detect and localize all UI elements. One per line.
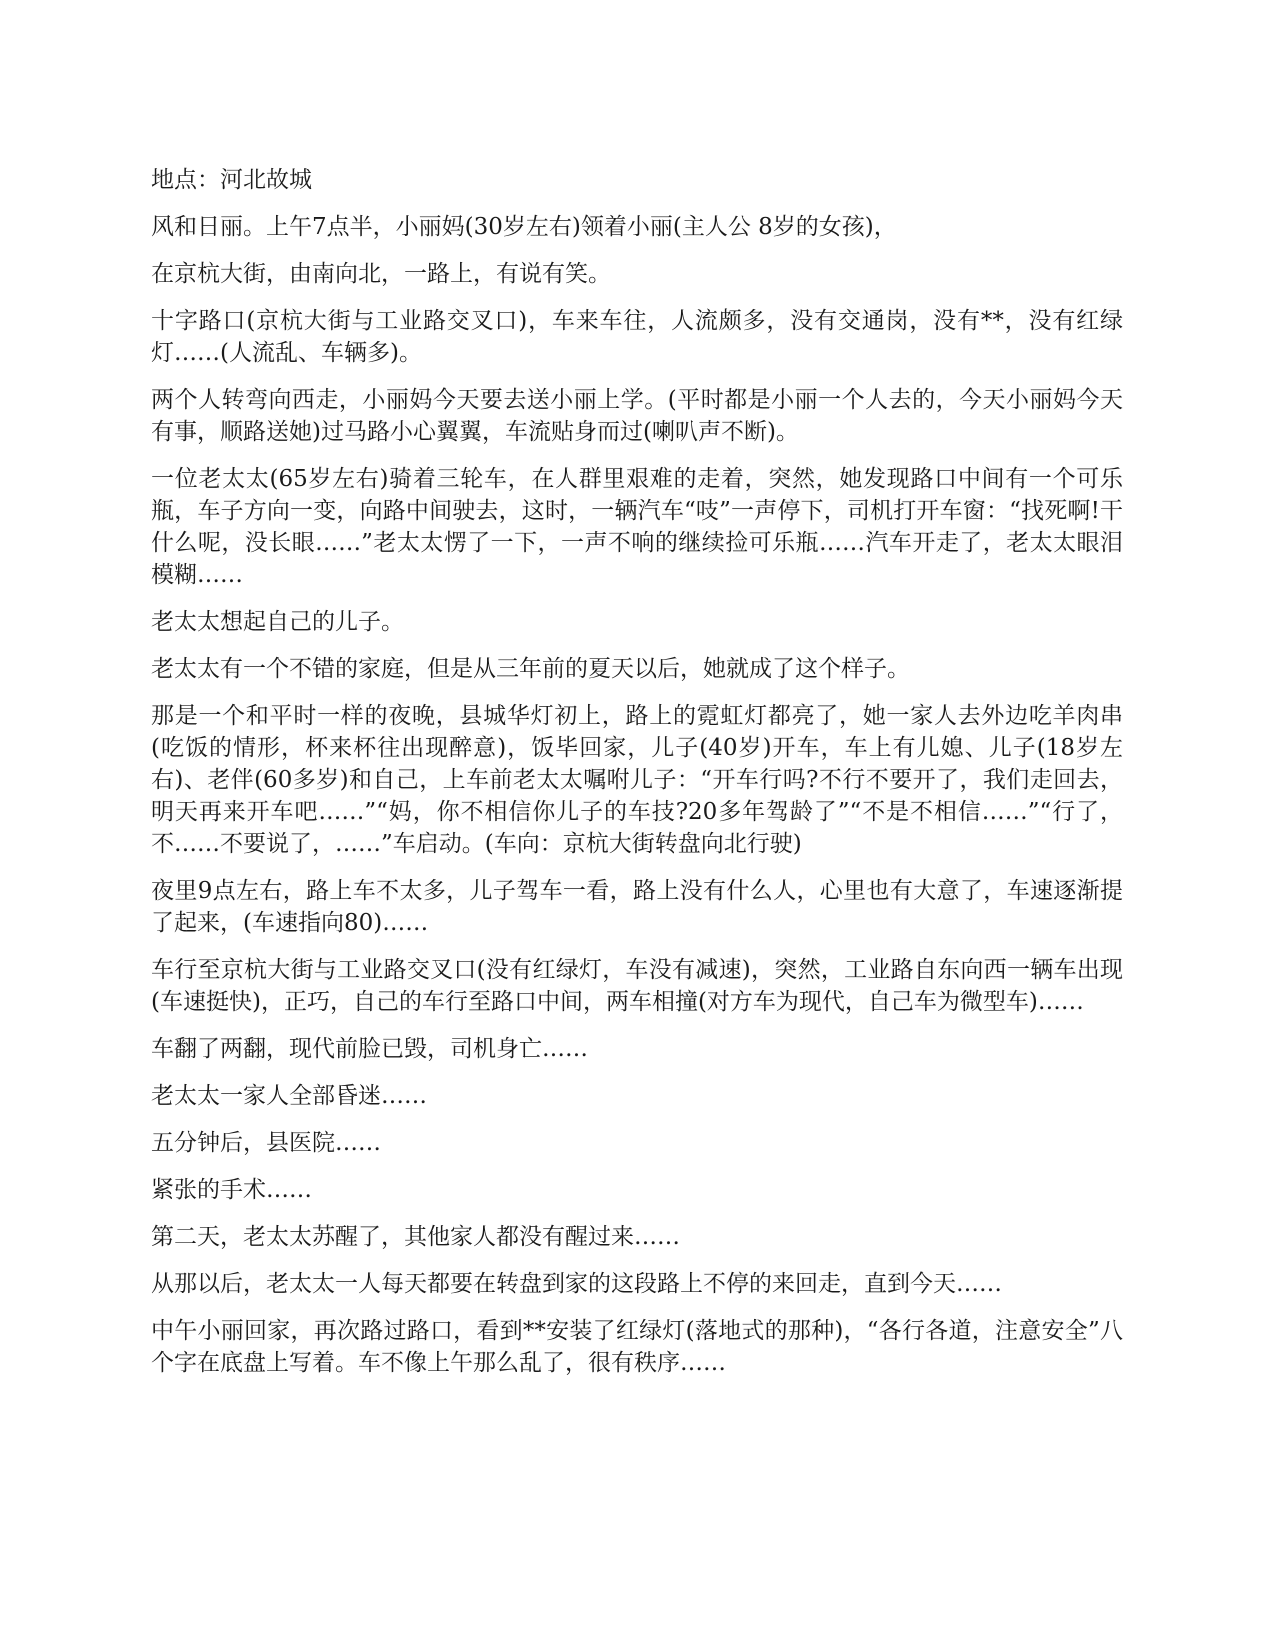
paragraph: 风和日丽。上午7点半，小丽妈(30岁左右)领着小丽(主人公 8岁的女孩)， (151, 214, 897, 240)
paragraph: 老太太有一个不错的家庭，但是从三年前的夏天以后，她就成了这个样子。 (151, 656, 910, 682)
paragraph: 紧张的手术…… (151, 1177, 312, 1203)
document-body (151, 164, 1123, 1394)
paragraph: 老太太一家人全部昏迷…… (151, 1083, 427, 1109)
paragraph: 车行至京杭大街与工业路交叉口(没有红绿灯，车没有减速)，突然，工业路自东向西一辆车出现(车速挺快)，正巧，自己的车行至路口中间，两车相撞(对方车为现代，自己车为微型车)…… (151, 957, 1123, 1015)
paragraph: 从那以后，老太太一人每天都要在转盘到家的这段路上不停的来回走，直到今天…… (151, 1271, 1002, 1297)
paragraph: 夜里9点左右，路上车不太多，儿子驾车一看，路上没有什么人，心里也有大意了，车速逐渐提了起来，(车速指向80)…… (151, 878, 1123, 936)
paragraph: 第二天，老太太苏醒了，其他家人都没有醒过来…… (151, 1224, 680, 1250)
paragraph: 十字路口(京杭大街与工业路交叉口)，车来车往，人流颇多，没有交通岗，没有**，没有红绿灯……(人流乱、车辆多)。 (151, 308, 1123, 366)
paragraph: 中午小丽回家，再次路过路口，看到**安装了红绿灯(落地式的那种)，“各行各道，注意安全”八个字在底盘上写着。车不像上午那么乱了，很有秩序…… (151, 1318, 1123, 1376)
paragraph: 两个人转弯向西走，小丽妈今天要去送小丽上学。(平时都是小丽一个人去的，今天小丽妈今天有事，顺路送她)过马路小心翼翼，车流贴身而过(喇叭声不断)。 (151, 387, 1123, 445)
paragraph: 老太太想起自己的儿子。 (151, 609, 404, 635)
paragraph: 一位老太太(65岁左右)骑着三轮车，在人群里艰难的走着，突然，她发现路口中间有一个可乐瓶，车子方向一变，向路中间驶去，这时，一辆汽车“吱”一声停下，司机打开车窗：“找死啊!干什么呢，没长眼……”老太太愣了一下，一声不响的继续捡可乐瓶……汽车开走了，老太太眼泪模糊…… (151, 466, 1123, 588)
paragraph: 在京杭大街，由南向北，一路上，有说有笑。 (151, 261, 611, 287)
paragraph: 五分钟后，县医院…… (151, 1130, 381, 1156)
paragraph: 车翻了两翻，现代前脸已毁，司机身亡…… (151, 1036, 588, 1062)
paragraph-location: 地点：河北故城 (151, 167, 312, 193)
paragraph: 那是一个和平时一样的夜晚，县城华灯初上，路上的霓虹灯都亮了，她一家人去外边吃羊肉串(吃饭的情形，杯来杯往出现醉意)，饭毕回家，儿子(40岁)开车，车上有儿媳、儿子(18岁左右)、老伴(60多岁)和自己，上车前老太太嘱咐儿子：“开车行吗?不行不要开了，我们走回去，明天再来开车吧……”“妈，你不相信你儿子的车技?20多年驾龄了”“不是不相信……”“行了，不……不要说了，……”车启动。(车向：京杭大街转盘向北行驶) (151, 703, 1123, 857)
